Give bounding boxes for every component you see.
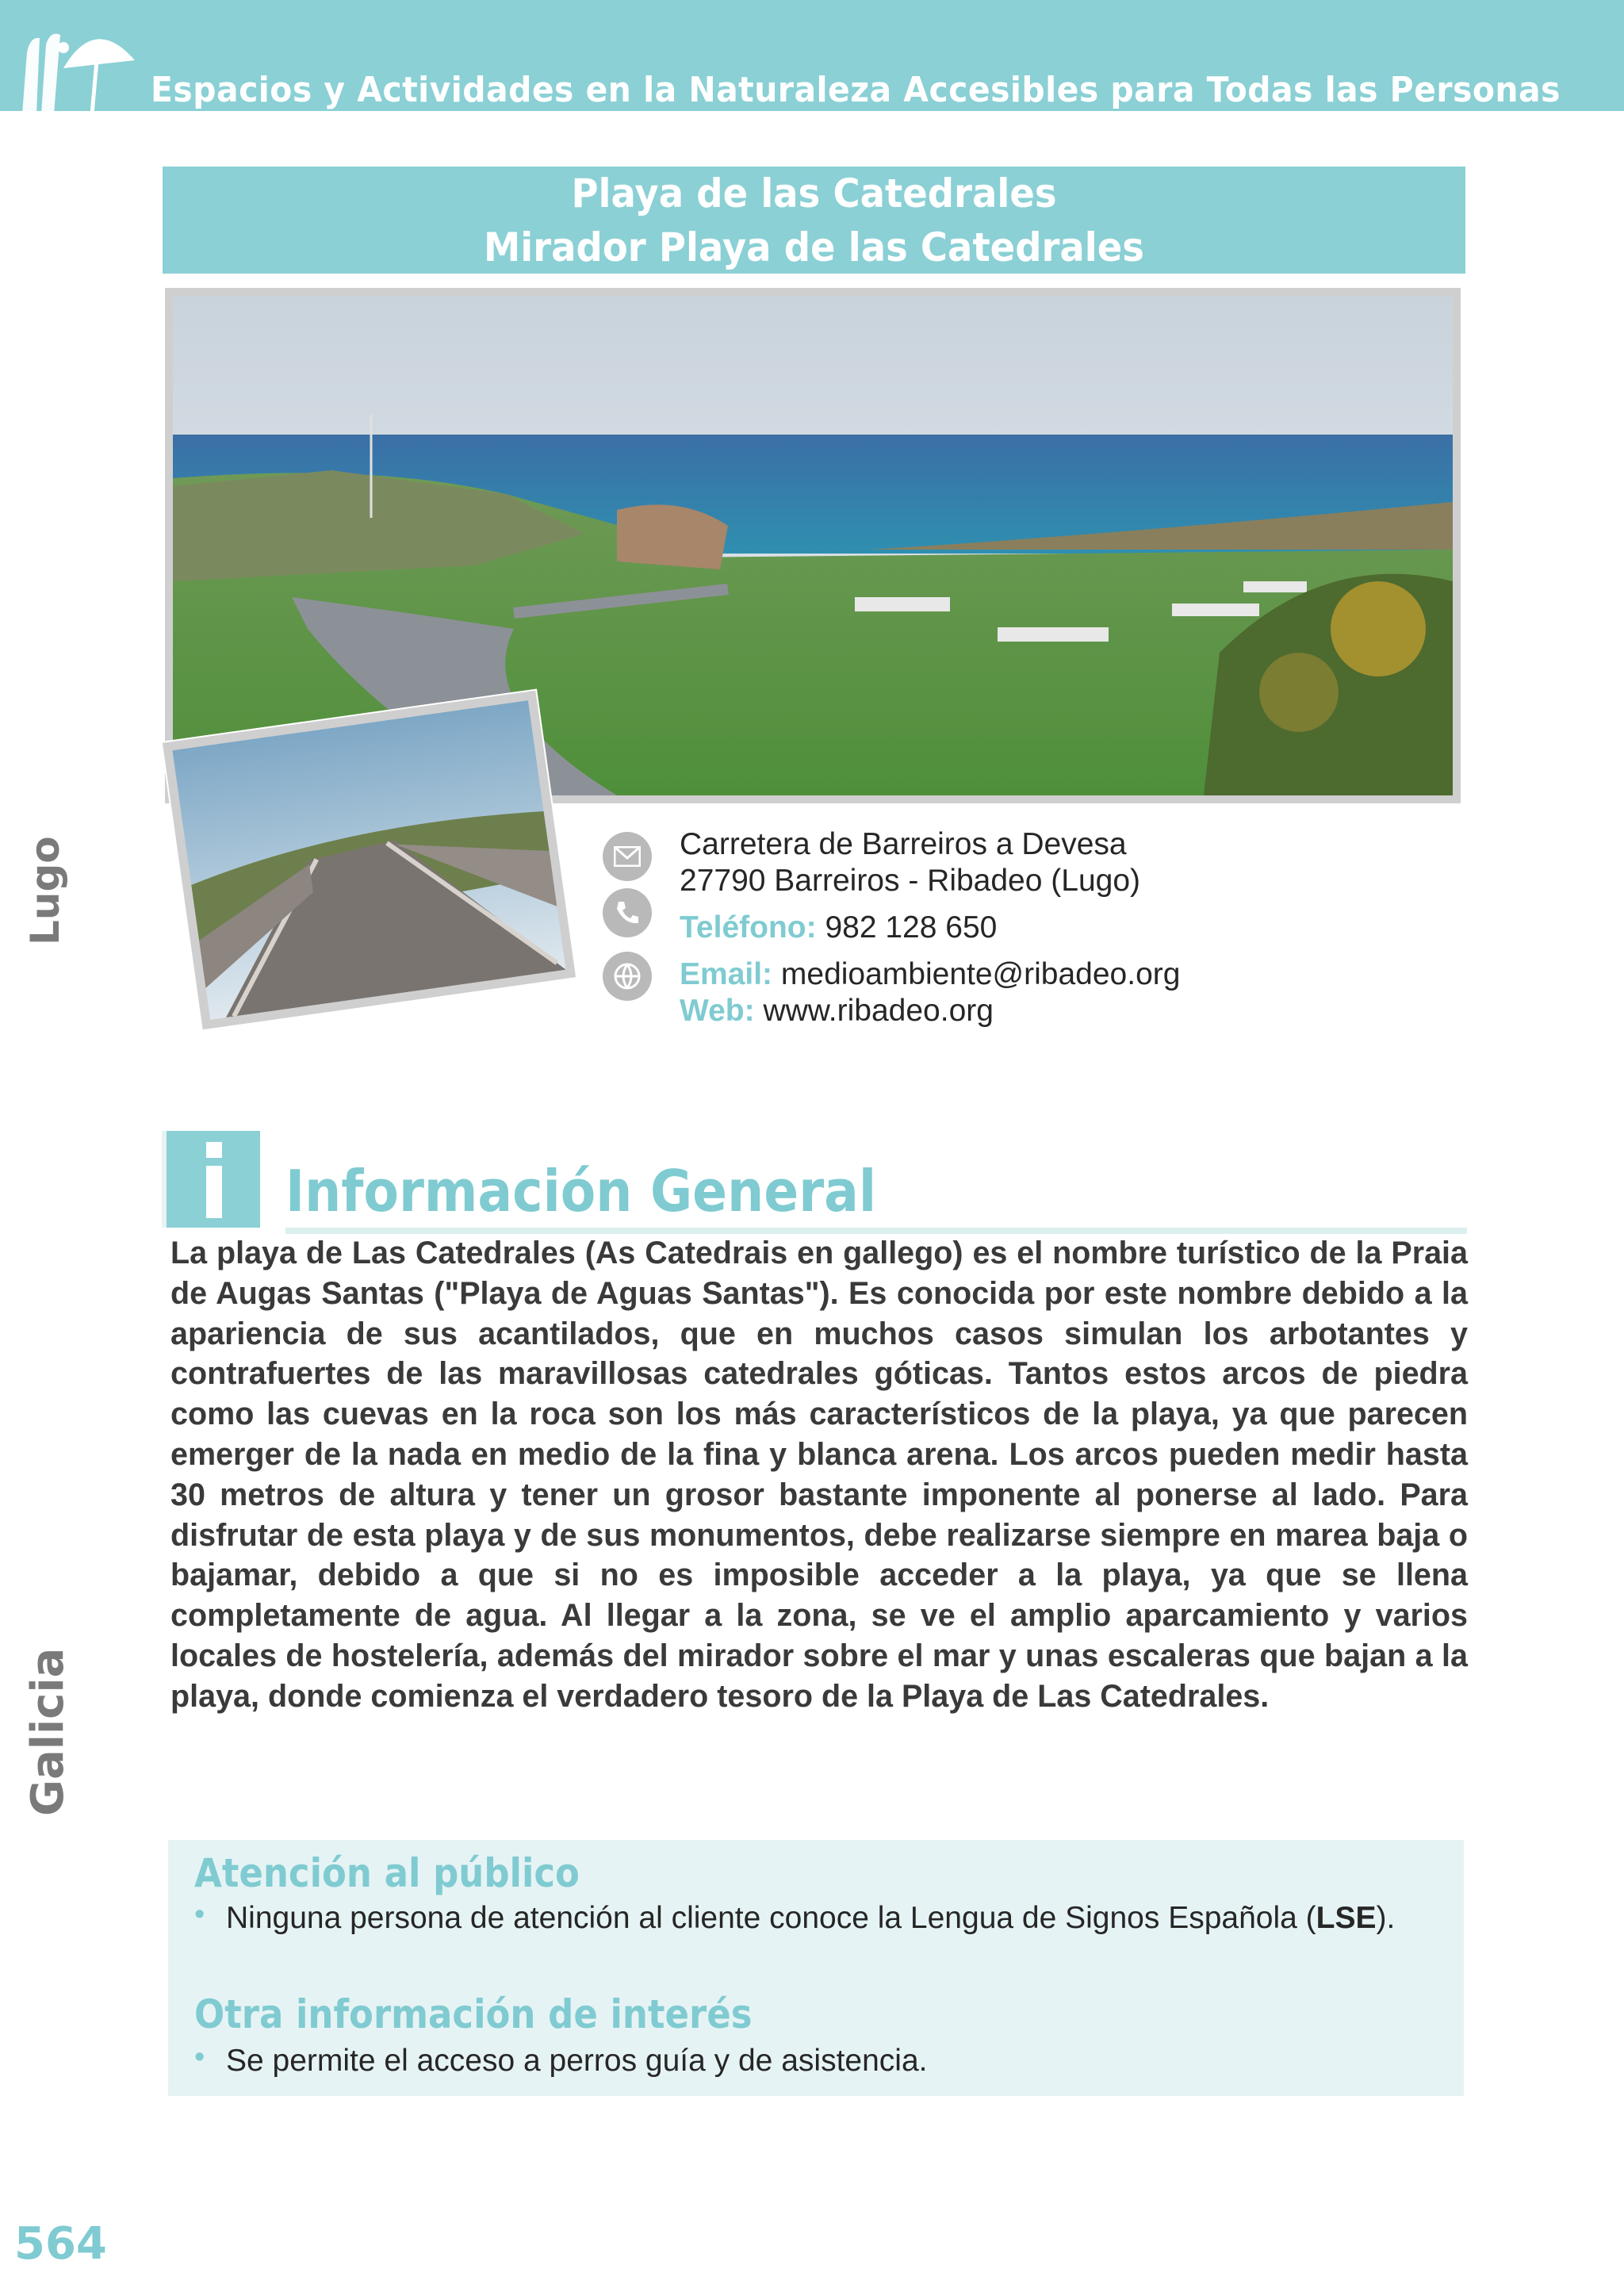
web-icon (603, 952, 652, 1001)
other-info-item: Se permite el acceso a perros guía y de asistencia. (226, 2044, 928, 2078)
attention-item (226, 1897, 1447, 1939)
phone-value[interactable]: 982 128 650 (825, 910, 998, 945)
umbrella-people-logo (16, 21, 135, 116)
info-body: La playa de Las Catedrales (As Catedrais en gallego) es el nombre turístico de la Praia de Augas Santas ("Playa de Aguas Santas"). Es conocida por este nombre debido a la apariencia de sus acantilados, que en muchos casos simulan los arbotantes y contrafuertes de las maravillosas catedrales góticas. Tantos estos arcos de piedra como las cuevas en la roca son los más característicos de la playa, ya que parecen emerger de la nada en medio de la fina y blanca arena. Los arcos pueden medir hasta 30 metros de altura y tener un grosor bastante imponente al ponerse al lado. Para disfrutar de esta playa y de sus monumentos, debe realizarse siempre en marea baja o bajamar, debido a que si no es imposible acceder a la playa, ya que se llena completamente de agua. Al llegar a la zona, se ve el amplio aparcamiento y varios locales de hostelería, además del mirador sobre el mar y unas escaleras que bajan a la playa, donde comienza el verdadero tesoro de la Playa de Las Catedrales. (170, 1236, 1468, 1714)
phone-label: Teléfono: (680, 910, 817, 945)
header-title: Espacios y Actividades en la Naturaleza Accesibles para Todas las Personas (151, 70, 1561, 110)
address-line-1: Carretera de Barreiros a Devesa (680, 827, 1127, 861)
side-label-region: Galicia (22, 1647, 74, 1816)
lse-abbr: LSE (1316, 1901, 1377, 1935)
boardwalk-photo (163, 691, 576, 1030)
bullet-icon: • (194, 2041, 205, 2074)
email-label: Email: (680, 957, 773, 991)
phone-row (680, 910, 997, 945)
other-info-heading: Otra información de interés (194, 1991, 753, 2037)
bullet-icon: • (194, 1898, 205, 1931)
wooden-boardwalk-photo (172, 700, 565, 1020)
phone-icon (603, 888, 652, 937)
web-label: Web: (680, 994, 755, 1028)
info-icon (167, 1131, 260, 1228)
place-title-box (163, 167, 1465, 274)
info-heading: Información General (285, 1158, 877, 1224)
mail-icon (603, 832, 652, 881)
place-subtitle: Mirador Playa de las Catedrales (484, 224, 1144, 270)
place-title: Playa de las Catedrales (571, 171, 1057, 217)
email-link[interactable]: medioambiente@ribadeo.org (780, 957, 1181, 991)
attention-item-text: Ninguna persona de atención al cliente conoce la Lengua de Signos Española ( (226, 1901, 1316, 1935)
web-row (680, 994, 994, 1029)
attention-item-end: ). (1376, 1901, 1396, 1935)
attention-heading: Atención al público (194, 1850, 580, 1896)
email-row (680, 957, 1180, 992)
side-label-province: Lugo (22, 836, 68, 945)
address-line-2: 27790 Barreiros - Ribadeo (Lugo) (680, 864, 1141, 898)
page-number: 564 (14, 2218, 107, 2270)
web-link[interactable]: www.ribadeo.org (763, 994, 994, 1028)
